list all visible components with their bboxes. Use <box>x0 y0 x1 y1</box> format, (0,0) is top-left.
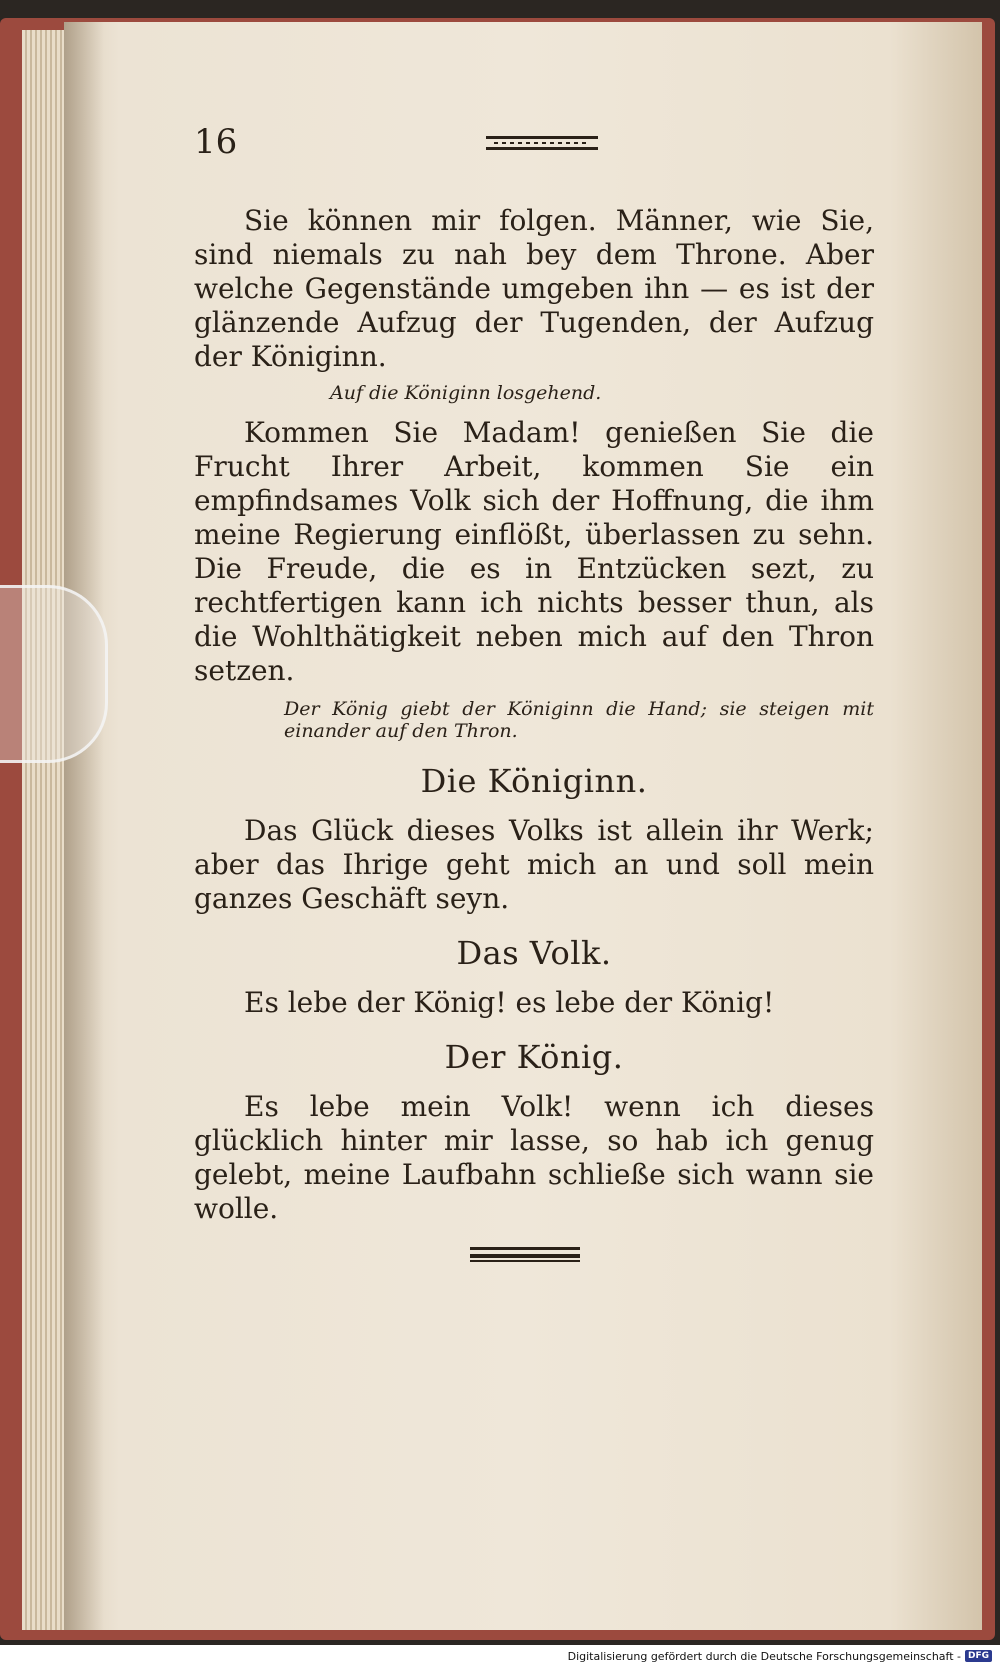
speaker-name: Die Königinn. <box>420 762 648 800</box>
credit-text: Digitalisierung gefördert durch die Deutsche Forschungsgemeinschaft - <box>567 1649 961 1663</box>
speaker-name: Das Volk. <box>456 934 612 972</box>
paragraph: Es lebe mein Volk! wenn ich dieses glücklich hinter mir lasse, so hab ich genug gelebt, meine Laufbahn schließe sich wann sie wolle. <box>194 1090 874 1225</box>
speaker-name: Der König. <box>444 1038 624 1076</box>
paragraph: Sie können mir folgen. Männer, wie Sie, sind niemals zu nah bey dem Throne. Aber welche Gegenstände umgeben ihn — es ist der glänzende Aufzug der Tugenden, der Aufzug der Königinn. <box>194 204 874 373</box>
stage-direction: Auf die Königinn losgehend. <box>330 382 602 404</box>
bookmark-ribbon <box>0 585 108 763</box>
paragraph: Es lebe der König! es lebe der König! <box>244 986 775 1019</box>
paragraph: Kommen Sie Madam! genießen Sie die Frucht Ihrer Arbeit, kommen Sie ein empfindsames Volk sich der Hoffnung, die ihm meine Regierung einflößt, überlassen zu sehn. Die Freude, die es in Entzücken sezt, zu rechtfertigen kann ich nichts besser thun, als die Wohlthätigkeit neben mich auf den Thron setzen. <box>194 416 874 687</box>
gutter-shadow <box>64 22 104 1630</box>
paragraph: Das Glück dieses Volks ist allein ihr Werk; aber das Ihrige geht mich an und soll mein ganzes Geschäft seyn. <box>194 814 874 915</box>
digitization-credit <box>568 1647 992 1665</box>
page-number: 16 <box>194 122 238 162</box>
stage-direction: Der König giebt der Königinn die Hand; sie steigen mit einander auf den Thron. <box>284 698 874 742</box>
header-ornament <box>486 136 598 150</box>
dfg-logo: DFG <box>965 1650 992 1662</box>
end-ornament <box>470 1247 580 1263</box>
page-text <box>194 204 874 1226</box>
